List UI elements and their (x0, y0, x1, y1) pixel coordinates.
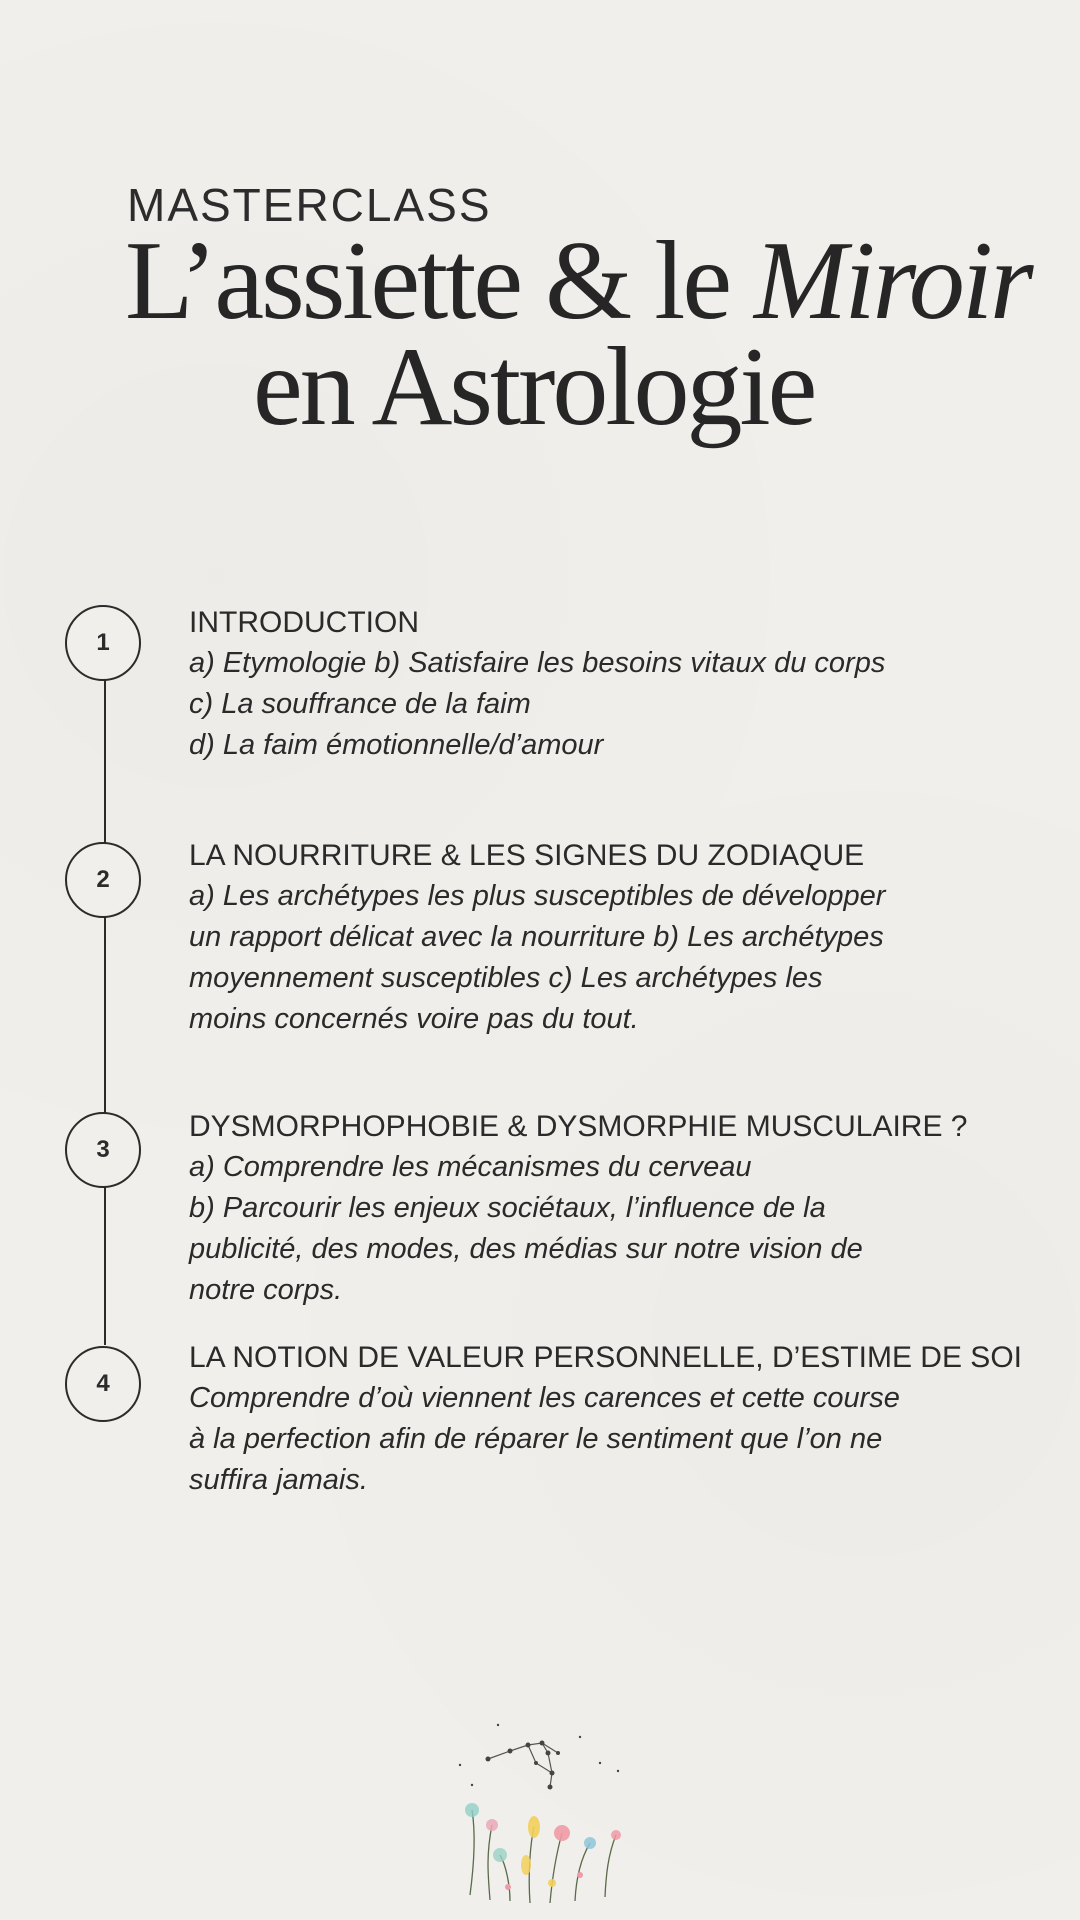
step-badge-1: 1 (65, 605, 141, 681)
section-line: notre corps. (189, 1274, 343, 1306)
step-badge-3: 3 (65, 1112, 141, 1188)
section-line: a) Etymologie b) Satisfaire les besoins vitaux du corps (189, 647, 886, 679)
section-line: b) Parcourir les enjeux sociétaux, l’influence de la (189, 1192, 826, 1224)
section-heading: LA NOURRITURE & LES SIGNES DU ZODIAQUE (189, 839, 865, 872)
section-heading: DYSMORPHOPHOBIE & DYSMORPHIE MUSCULAIRE ? (189, 1110, 968, 1143)
title-italic: Miroir (754, 219, 1031, 343)
section-line: publicité, des modes, des médias sur notre vision de (189, 1233, 863, 1265)
constellation-flowers-icon (440, 1715, 640, 1905)
section-line: à la perfection afin de réparer le sentiment que l’on ne (189, 1423, 883, 1455)
kicker: MASTERCLASS (127, 179, 492, 231)
title-line2: en Astrologie (253, 325, 815, 449)
section-heading: INTRODUCTION (189, 606, 419, 639)
section-1 (189, 603, 1019, 766)
section-line: a) Les archétypes les plus susceptibles de développer (189, 880, 886, 912)
section-line: a) Comprendre les mécanismes du cerveau (189, 1151, 752, 1183)
section-line: Comprendre d’où viennent les carences et cette course (189, 1382, 900, 1414)
section-3 (189, 1107, 1019, 1311)
section-4 (189, 1338, 1022, 1501)
title-part1: L’assiette & le (125, 219, 755, 343)
section-2 (189, 836, 1019, 1040)
step-badge-2: 2 (65, 842, 141, 918)
section-line: un rapport délicat avec la nourriture b) Les archétypes (189, 921, 884, 953)
section-line: moyennement susceptibles c) Les archétypes les (189, 962, 823, 994)
timeline-line (104, 645, 106, 1345)
section-heading: LA NOTION DE VALEUR PERSONNELLE, D’ESTIME DE SOI (189, 1341, 1022, 1374)
section-line: c) La souffrance de la faim (189, 688, 531, 720)
section-line: d) La faim émotionnelle/d’amour (189, 729, 604, 761)
section-line: suffira jamais. (189, 1464, 368, 1496)
step-badge-4: 4 (65, 1346, 141, 1422)
section-line: moins concernés voire pas du tout. (189, 1003, 639, 1035)
page-title (125, 219, 1055, 449)
